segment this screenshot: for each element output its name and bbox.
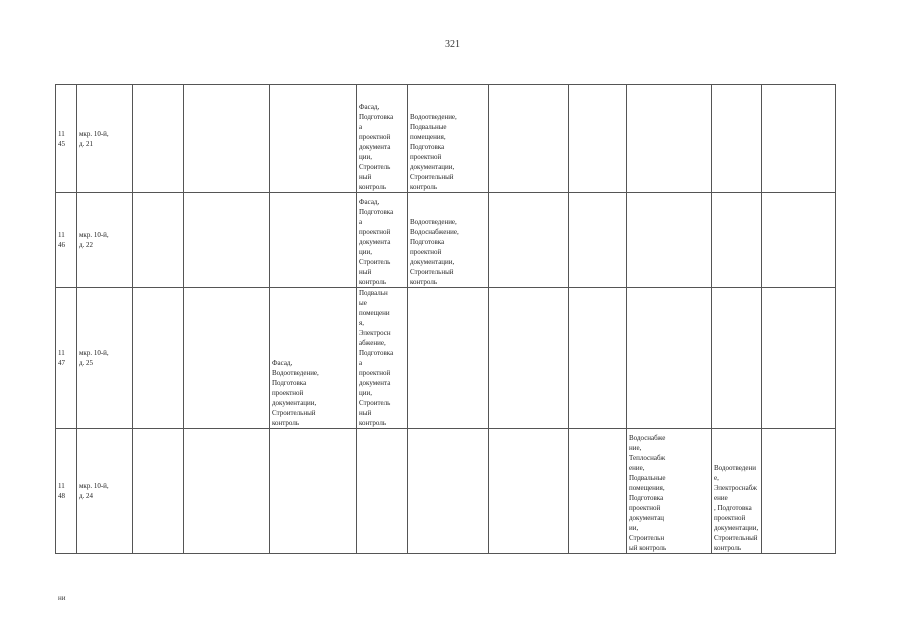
empty-cell: [184, 429, 270, 554]
empty-cell: [569, 288, 627, 429]
empty-cell: [569, 193, 627, 288]
empty-cell: [133, 429, 184, 554]
row-number-cell: 11 47: [56, 288, 77, 429]
works-cell: [270, 429, 357, 554]
row-number-cell: 11 46: [56, 193, 77, 288]
empty-cell: [489, 288, 569, 429]
works-cell: Подвальн ые помещени я, Электросн абжение, Подготовка а проектной документа ции, Строитель ный контроль: [357, 288, 408, 429]
table-row: [56, 288, 836, 429]
table-row: [56, 429, 836, 554]
row-number-cell: 11 48: [56, 429, 77, 554]
address-cell: мкр. 10-й, д. 24: [77, 429, 133, 554]
works-cell: [270, 193, 357, 288]
works-cell: Фасад, Подготовка а проектной документа ции, Строитель ный контроль: [357, 85, 408, 193]
empty-cell: [489, 429, 569, 554]
empty-cell: [489, 85, 569, 193]
empty-cell: [133, 85, 184, 193]
works-cell: [408, 429, 489, 554]
works-cell: Водоотведение, Подвальные помещения, Подготовка проектной документации, Строительный контроль: [408, 85, 489, 193]
empty-cell: [762, 193, 836, 288]
empty-cell: [489, 193, 569, 288]
empty-cell: [569, 85, 627, 193]
works-cell: [357, 429, 408, 554]
empty-cell: [133, 193, 184, 288]
empty-cell: [569, 429, 627, 554]
repair-schedule-table: [55, 84, 836, 554]
works-cell: Водоотведение, Водоснабжение, Подготовка проектной документации, Строительный контроль: [408, 193, 489, 288]
empty-cell: [762, 429, 836, 554]
empty-cell: [184, 85, 270, 193]
works-cell: [627, 85, 712, 193]
empty-cell: [762, 288, 836, 429]
empty-cell: [762, 85, 836, 193]
table-row: [56, 193, 836, 288]
empty-cell: [133, 288, 184, 429]
works-cell: [270, 85, 357, 193]
page-number: 321: [445, 39, 460, 50]
empty-cell: [184, 193, 270, 288]
empty-cell: [184, 288, 270, 429]
row-number-cell: 11 45: [56, 85, 77, 193]
works-cell: [712, 193, 762, 288]
works-cell: Водоотведение, Электроснабжение , Подготовка проектной документации, Строительный контроль: [712, 429, 762, 554]
works-cell: Водоснабже ние, Теплоснабж ение, Подвальные помещения, Подготовка проектной документац ии, Строительн ый контроль: [627, 429, 712, 554]
works-cell: [712, 288, 762, 429]
works-cell: [627, 193, 712, 288]
footer-mark: ни: [58, 594, 66, 602]
works-cell: [627, 288, 712, 429]
works-cell: [712, 85, 762, 193]
address-cell: мкр. 10-й, д. 22: [77, 193, 133, 288]
works-cell: [408, 288, 489, 429]
works-cell: Фасад, Водоотведение, Подготовка проектной документации, Строительный контроль: [270, 288, 357, 429]
address-cell: мкр. 10-й, д. 21: [77, 85, 133, 193]
table-row: [56, 85, 836, 193]
address-cell: мкр. 10-й, д. 25: [77, 288, 133, 429]
works-cell: Фасад, Подготовка а проектной документа ции, Строитель ный контроль: [357, 193, 408, 288]
